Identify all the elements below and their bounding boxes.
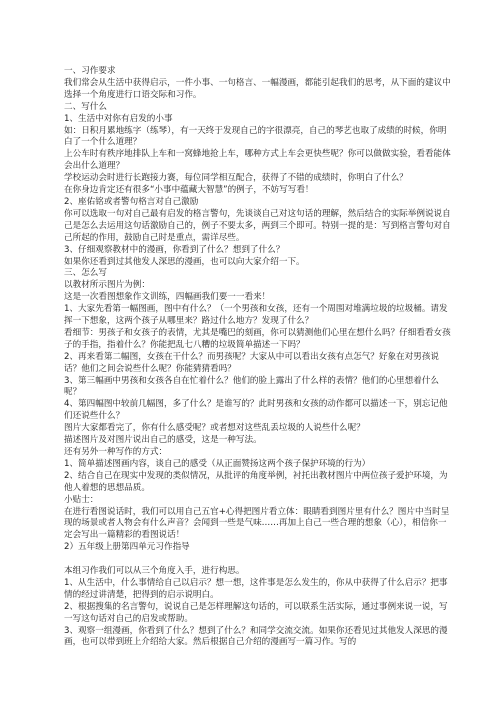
text-line: 3、第三幅画中男孩和女孩各自在忙着什么？他们的脸上露出了什么样的表情？他们的心里想着什么呢？ (64, 375, 440, 398)
text-line: 描述图片及对图片说出自己的感受，这是一种写法。 (64, 435, 262, 446)
text-line: 上公车时有秩序地排队上车和一窝蜂地抢上车，哪种方式上车会更快些呢？你可以做做实验，看看能体会出什么道理？ (64, 149, 451, 172)
text-line: 1、生活中对你有启发的小事 (64, 113, 173, 124)
text-line: 3、仔细观察教材中的漫画，你看到了什么？想到了什么？ (64, 244, 285, 255)
text-line: 4、第四幅图中较前几幅图，多了什么？是谁写的？此时男孩和女孩的动作都可以描述一下，别忘记他们还说些什么？ (64, 399, 448, 422)
text-line: 看细节：男孩子和女孩子的表情，尤其是嘴巴的刻画，你可以猜测他们心里在想什么吗？仔细看看女孩子的手指，指着什么？你能把乱七八糟的垃圾简单描述一下吗？ (64, 327, 451, 350)
text-line: 2、结合自己在现实中发现的类似情况，从批评的角度举例，衬托出教材图片中两位孩子爱护环境，为他人着想的思想品质。 (64, 470, 448, 493)
text-line: 本组习作我们可以从三个角度入手，进行构思。 (64, 566, 245, 577)
text-line: 在你身边肯定还有很多“小事中蕴藏大智慧”的例子，不妨写写看！ (64, 185, 314, 196)
text-line: 一、习作要求 (64, 66, 116, 76)
text-line: 2）五年级上册第四单元习作指导 (64, 542, 190, 553)
text-line: 图片大家都看完了，你有什么感受呢？或者想对这些乱丢垃圾的人说些什么呢？ (64, 423, 365, 434)
text-line: 以教材所示图片为例： (64, 280, 150, 291)
text-line: 二、写什么 (64, 101, 107, 112)
text-line: 2、再来看第二幅图，女孩在干什么？而男孩呢？大家从中可以看出女孩有点怎气？好象在对男孩说话？他们之间会说些什么呢？你能猜猜看吗？ (64, 351, 440, 374)
text-line: 学校运动会时进行长跑接力赛，每位同学相互配合，获得了不错的成绩时，你明白了什么？ (64, 173, 408, 184)
text-line: 2、根据搜集的名言警句，说说自己是怎样理解这句话的，可以联系生活实际，通过事例来说一说，写一写这句话对自己的启发或帮助。 (64, 601, 448, 624)
text-line: 1、简单描述图画内容，谈自己的感受（从正面赞扬这两个孩子保护环境的行为） (64, 458, 371, 469)
text-line: 还有另外一种写作的方式： (64, 447, 168, 457)
text-line: 3、观察一组漫画，你看到了什么？想到了什么？和同学交流交流。如果你还看见过其他发人深思的漫画，也可以带到班上介绍给大家。然后根据自己介绍的漫画写一篇习作。写的 (64, 625, 448, 648)
text-line: 你可以选取一句对自己最有启发的格言警句，先谈谈自己对这句话的理解，然后结合的实际举例说说自己是怎么去运用这句话激励自己的，例子不要太多，两到三个即可。特别一提的是：写到格言警句对自己所起的作用，鼓励自己时是重点，需详尽些。 (64, 208, 451, 243)
text-line: 我们常会从生活中获得启示，一件小事、一句格言、一幅漫画，都能引起我们的思考，从下面的建议中选择一个角度进行口语交际和习作。 (64, 77, 451, 100)
text-line: 在进行看图说话时，我们可以用自己五官+心得把图片看立体：眼睛看到图片里有什么？图片中当时呈现的场景或者人物会有什么声音？会闻到一些是气味……再加上自己一些合理的想象（心），相信你一定会写出一篇精彩的看图说话！ (64, 506, 450, 541)
text-line: 如果你还看到过其他发人深思的漫画，也可以向大家介绍一下。 (64, 256, 305, 267)
document-body (64, 66, 452, 649)
text-line: 小贴士： (64, 494, 99, 505)
text-line: 这是一次看图想象作文训练，四幅画我们要一一看来！ (64, 292, 271, 303)
text-line: 三、怎么写 (64, 268, 107, 279)
text-line: 1、大家先看第一幅图画，图中有什么？（一个男孩和女孩，还有一个周围对堆满垃圾的垃圾桶。请发挥一下想象，这两个孩子从哪里来？路过什么地方？发现了什么？ (64, 304, 448, 327)
text-line: 如：日积月累地练字（练琴），有一天终于发现自己的字很漂亮，自己的琴艺也取了成绩的时候，你明白了一个什么道理？ (64, 125, 447, 148)
text-line (64, 554, 452, 566)
text-line: 1、从生活中，什么事情给自己以启示？想一想，这件事是怎么发生的，你从中获得了什么启示？把事情的经过讲清楚，把得到的启示说明白。 (64, 577, 448, 600)
text-line: 2、座佑铭或者警句格言对自己激励 (64, 196, 199, 207)
